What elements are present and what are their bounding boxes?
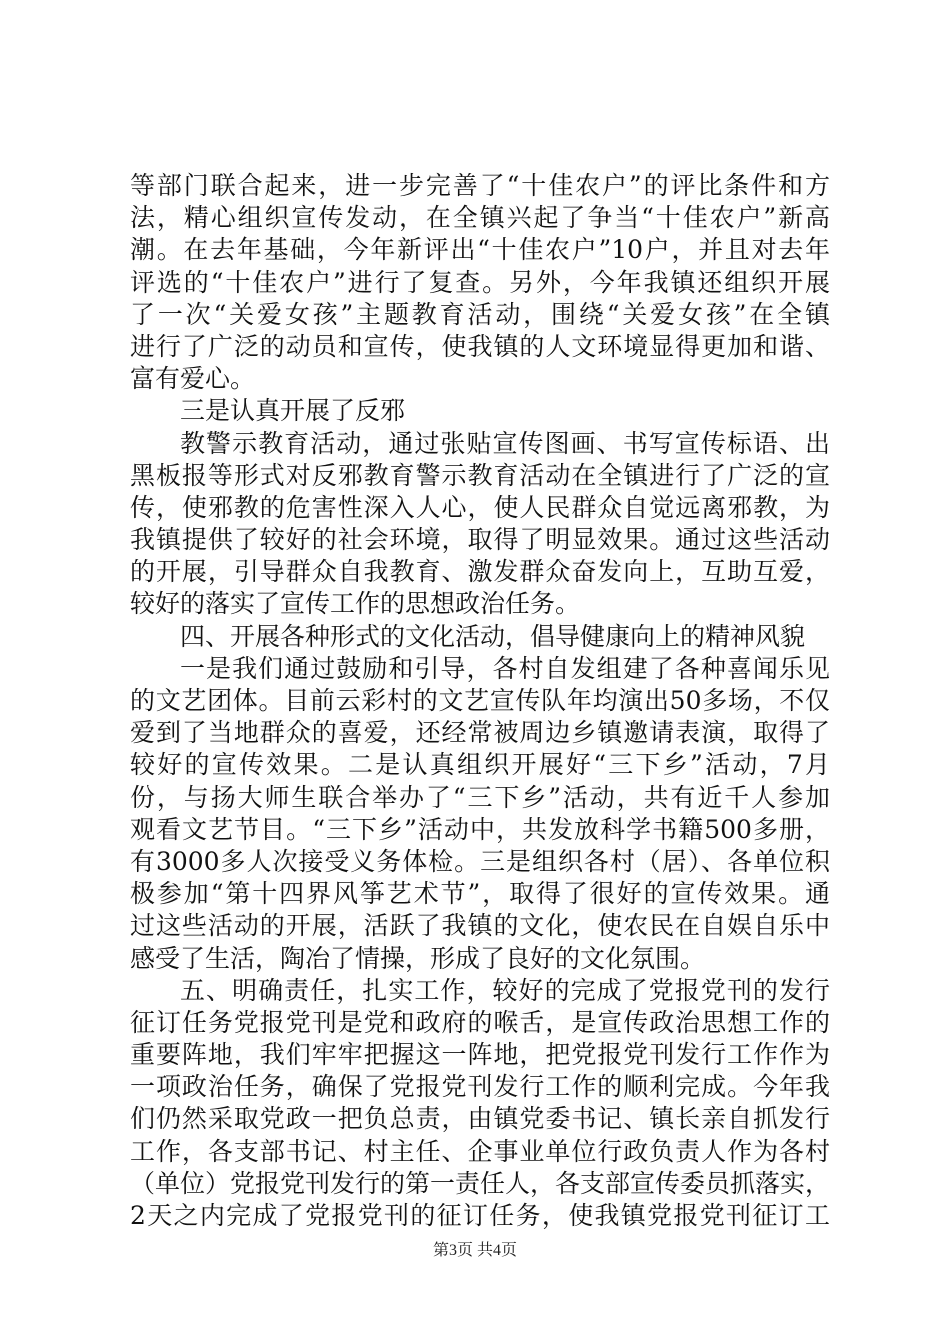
- text-line: 我镇提供了较好的社会环境，取得了明显效果。通过这些活动: [130, 525, 830, 554]
- page-number-footer: 第3页 共4页: [432, 1242, 517, 1259]
- text-line: 法，精心组织宣传发动，在全镇兴起了争当“十佳农户”新高: [130, 203, 830, 232]
- section-heading: 四、开展各种形式的文化活动，倡导健康向上的精神风貌: [180, 622, 806, 651]
- text-line: 富有爱心。: [130, 364, 256, 393]
- text-line: 的开展，引导群众自我教育、激发群众奋发向上，互助互爱，: [130, 557, 830, 586]
- text-line: （单位）党报党刊发行的第一责任人，各支部宣传委员抓落实，: [130, 1169, 830, 1198]
- text-line: 的文艺团体。目前云彩村的文艺宣传队年均演出50多场，不仅: [130, 686, 830, 715]
- text-line: 极参加“第十四界风筝艺术节”，取得了很好的宣传效果。通: [130, 879, 830, 908]
- text-line: 们仍然采取党政一把负总责，由镇党委书记、镇长亲自抓发行: [130, 1104, 830, 1133]
- text-line: 评选的“十佳农户”进行了复查。另外，今年我镇还组织开展: [130, 268, 830, 297]
- text-line: 潮。在去年基础，今年新评出“十佳农户”10户，并且对去年: [130, 235, 830, 264]
- section-heading: 三是认真开展了反邪: [180, 396, 406, 425]
- text-line: 一项政治任务，确保了党报党刊发行工作的顺利完成。今年我: [130, 1072, 830, 1101]
- text-line: 观看文艺节目。“三下乡”活动中，共发放科学书籍500多册，: [130, 815, 830, 844]
- text-line: 教警示教育活动，通过张贴宣传图画、书写宣传标语、出: [180, 429, 830, 458]
- text-line: 感受了生活，陶冶了情操，形成了良好的文化氛围。: [130, 944, 706, 973]
- text-line: 黑板报等形式对反邪教育警示教育活动在全镇进行了广泛的宣: [130, 461, 830, 490]
- text-line: 了一次“关爱女孩”主题教育活动，围绕“关爱女孩”在全镇: [130, 300, 830, 329]
- text-line: 较好的落实了宣传工作的思想政治任务。: [130, 589, 581, 618]
- text-line: 份，与扬大师生联合举办了“三下乡”活动，共有近千人参加: [130, 783, 830, 812]
- text-line: 等部门联合起来，进一步完善了“十佳农户”的评比条件和方: [130, 171, 830, 200]
- text-line: 进行了广泛的动员和宣传，使我镇的人文环境显得更加和谐、: [130, 332, 830, 361]
- text-line: 传，使邪教的危害性深入人心，使人民群众自觉远离邪教，为: [130, 493, 830, 522]
- text-line: 爱到了当地群众的喜爱，还经常被周边乡镇邀请表演，取得了: [130, 718, 830, 747]
- text-line: 重要阵地，我们牢牢把握这一阵地，把党报党刊发行工作作为: [130, 1040, 830, 1069]
- text-line: 2天之内完成了党报党刊的征订任务，使我镇党报党刊征订工: [130, 1201, 830, 1230]
- text-line: 有3000多人次接受义务体检。三是组织各村（居）、各单位积: [130, 847, 830, 876]
- text-line: 过这些活动的开展，活跃了我镇的文化，使农民在自娱自乐中: [130, 911, 830, 940]
- text-line: 征订任务党报党刊是党和政府的喉舌，是宣传政治思想工作的: [130, 1008, 830, 1037]
- section-heading: 五、明确责任，扎实工作，较好的完成了党报党刊的发行: [180, 976, 830, 1005]
- text-line: 工作，各支部书记、村主任、企事业单位行政负责人作为各村: [130, 1137, 830, 1166]
- text-line: 较好的宣传效果。二是认真组织开展好“三下乡”活动，7月: [130, 750, 830, 779]
- text-line: 一是我们通过鼓励和引导，各村自发组建了各种喜闻乐见: [180, 654, 830, 683]
